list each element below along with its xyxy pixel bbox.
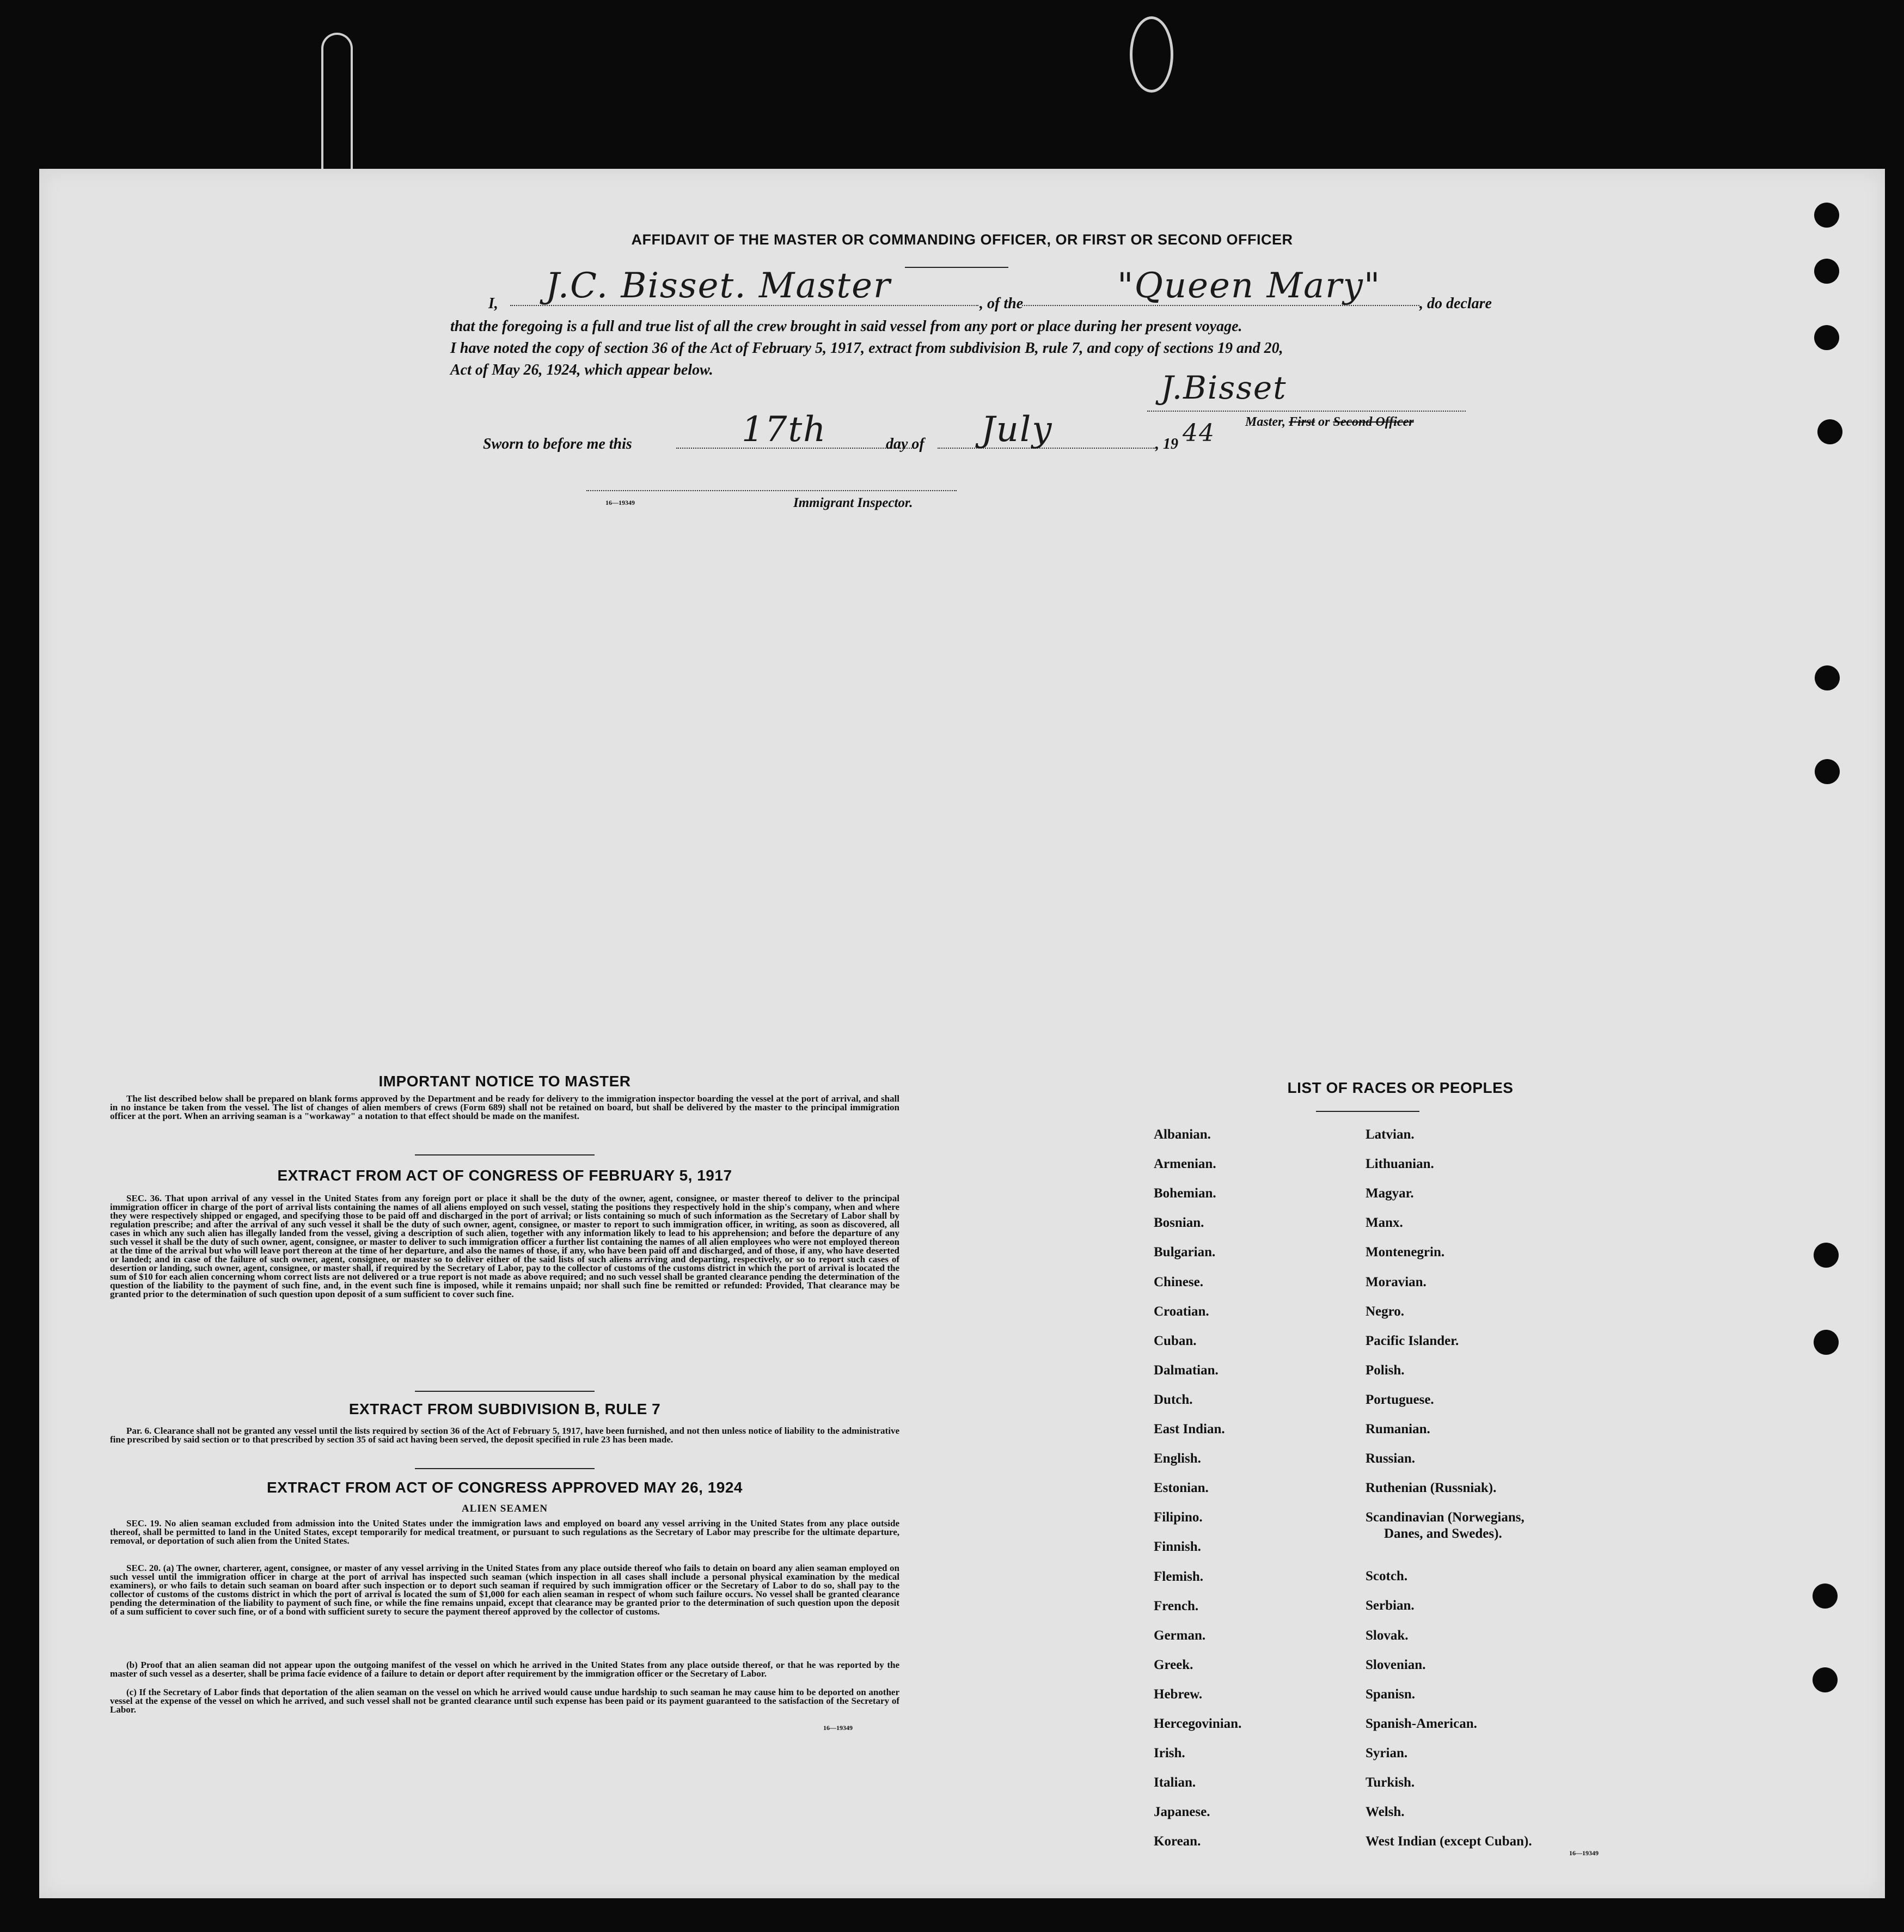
extract-1917-title: EXTRACT FROM ACT OF CONGRESS OF FEBRUARY 5, 1917 xyxy=(277,1167,732,1184)
inspector-signature-line xyxy=(586,490,957,491)
sec20c-text: (c) If the Secretary of Labor finds that deportation of the alien seaman on the vessel on which he arrived would cause undue hardship to such seaman he may cause him to be deported on another vessel at the expense of the vessel on which he arrived, and such vessel shall not be granted clearance until such expense has been paid or its payment guaranteed to the satisfaction of the Secretary of Labor. xyxy=(110,1688,899,1714)
punch-hole xyxy=(1815,665,1840,690)
race-item: Bosnian. xyxy=(1154,1215,1204,1231)
handwritten-day: 17th xyxy=(742,409,827,450)
race-item: Bulgarian. xyxy=(1154,1245,1216,1260)
extract-rule7-rule xyxy=(415,1468,595,1469)
race-item: German. xyxy=(1154,1628,1206,1643)
punch-hole xyxy=(1813,1583,1838,1609)
races-rule xyxy=(1316,1111,1419,1112)
race-item: Spanisn. xyxy=(1366,1686,1416,1702)
year-prefix: , 19 xyxy=(1155,436,1178,453)
race-item: Croatian. xyxy=(1154,1304,1209,1319)
extract-form-number: 16—19349 xyxy=(823,1724,853,1732)
alien-seamen-subtitle: ALIEN SEAMEN xyxy=(461,1503,548,1514)
or-label: or xyxy=(1318,415,1330,429)
affidavit-line-2: that the foregoing is a full and true list of all the crew brought in said vessel from any port or place during her present voyage. xyxy=(450,318,1242,335)
master-signature: J.Bisset xyxy=(1161,369,1287,406)
race-item: Danes, and Swedes). xyxy=(1384,1526,1502,1542)
handwritten-vessel: "Queen Mary" xyxy=(1117,266,1381,306)
race-item: Welsh. xyxy=(1366,1805,1405,1820)
race-item: West Indian (except Cuban). xyxy=(1366,1834,1532,1849)
punch-hole xyxy=(1814,203,1839,228)
sec20a-text: SEC. 20. (a) The owner, charterer, agent, consignee, or master of any vessel arriving in the United States from any place outside thereof who fails to detain on board any alien seaman employed on such vessel until the immigration officer in charge at the port of arrival has inspected such seaman (which inspection in all cases shall include a personal physical examination by the medical examiners), or who fails to detain such seaman on board after such inspection or to deport such seaman if required by such immigration officer or the Secretary of Labor to do so, shall pay to the collector of customs of the customs district in which the port of arrival is located the sum of $1,000 for each alien seaman in respect of whom such failure occurs. No vessel shall be granted clearance pending the determination of the liability to payment of such fine, or while the fine remains unpaid, except that clearance may be granted prior to the determination of such question upon the deposit of a sum sufficient to cover such fine, or of a bond with sufficient surety to secure the payment thereof approved by the collector of customs. xyxy=(110,1564,899,1617)
race-item: Manx. xyxy=(1366,1215,1403,1231)
race-item: East Indian. xyxy=(1154,1422,1225,1436)
race-item: Ruthenian (Russniak). xyxy=(1366,1481,1497,1496)
race-item: Spanish-American. xyxy=(1366,1716,1477,1731)
punch-hole xyxy=(1814,259,1839,284)
race-item: Negro. xyxy=(1366,1304,1405,1319)
race-item: Slovenian. xyxy=(1366,1657,1426,1672)
do-declare-label: , do declare xyxy=(1419,295,1492,312)
affidavit-i-label: I, xyxy=(488,295,498,312)
title-rule xyxy=(905,267,1008,268)
master-label: Master, xyxy=(1245,415,1286,429)
race-item: Chinese. xyxy=(1154,1274,1203,1289)
notice-text: The list described below shall be prepared on blank forms approved by the Department and be ready for delivery to the immigration inspector boarding the vessel at the port of arrival, and shall in no instance be taken from the vessel. The list of changes of alien members of crews (Form 689) shall not be retained on board, but shall be delivered by the master to the principal immigration officer at the port. When an arriving seaman is a "workaway" a notation to that effect should be made on the manifest. xyxy=(110,1095,899,1121)
affidavit-line-3: I have noted the copy of section 36 of the Act of February 5, 1917, extract from subdivision B, rule 7, and copy of sections 19 and 20, xyxy=(450,340,1283,357)
handwritten-month: July xyxy=(981,409,1053,450)
extract-rule7-text: Par. 6. Clearance shall not be granted any vessel until the lists required by section 36 of the Act of February 5, 1917, have been furnished, and not then unless notice of liability to the administrative fine prescribed by said section or to that prescribed by section 35 of said act having been served, the deposit specified in rule 23 has been made. xyxy=(110,1427,899,1445)
race-item: Magyar. xyxy=(1366,1186,1414,1201)
second-officer-label-struck: Second Officer xyxy=(1333,415,1414,429)
race-item: Lithuanian. xyxy=(1366,1157,1434,1172)
races-title: LIST OF RACES OR PEOPLES xyxy=(1287,1079,1514,1096)
punch-hole xyxy=(1814,325,1839,350)
race-item: Syrian. xyxy=(1366,1745,1408,1760)
first-label-struck: First xyxy=(1289,415,1315,429)
affidavit-line-4: Act of May 26, 1924, which appear below. xyxy=(450,362,713,378)
notice-rule xyxy=(415,1154,595,1155)
race-item: Cuban. xyxy=(1154,1333,1197,1348)
race-item: Hebrew. xyxy=(1154,1686,1203,1702)
punch-hole xyxy=(1815,759,1840,784)
race-item: Scandinavian (Norwegians, xyxy=(1366,1510,1525,1525)
race-item: Armenian. xyxy=(1154,1157,1216,1172)
document-page xyxy=(39,169,1885,1898)
officer-title xyxy=(1245,415,1414,430)
film-oval-mark xyxy=(1130,16,1173,93)
inspector-label: Immigrant Inspector. xyxy=(793,496,913,510)
extract-1917-rule xyxy=(415,1391,595,1392)
punch-hole xyxy=(1814,1330,1839,1355)
race-item: Dutch. xyxy=(1154,1392,1193,1407)
race-item: Korean. xyxy=(1154,1834,1201,1849)
races-form-number: 16—19349 xyxy=(1569,1849,1599,1857)
race-item: French. xyxy=(1154,1598,1199,1613)
race-item: Albanian. xyxy=(1154,1127,1211,1142)
race-item: Slovak. xyxy=(1366,1628,1409,1643)
signature-line xyxy=(1147,411,1466,412)
race-item: Greek. xyxy=(1154,1657,1193,1672)
sworn-label: Sworn to before me this xyxy=(483,436,632,453)
race-item: Polish. xyxy=(1366,1362,1405,1378)
race-item: Russian. xyxy=(1366,1451,1416,1466)
affidavit-title: AFFIDAVIT OF THE MASTER OR COMMANDING OFFICER, OR FIRST OR SECOND OFFICER xyxy=(631,231,1293,248)
affidavit-form-number: 16—19349 xyxy=(605,499,635,506)
notice-title: IMPORTANT NOTICE TO MASTER xyxy=(378,1073,631,1090)
race-item: Filipino. xyxy=(1154,1510,1203,1525)
race-item: Rumanian. xyxy=(1366,1422,1430,1436)
punch-hole xyxy=(1813,1667,1838,1692)
race-item: Italian. xyxy=(1154,1775,1196,1790)
race-item: English. xyxy=(1154,1451,1201,1466)
race-item: Montenegrin. xyxy=(1366,1245,1445,1260)
race-item: Dalmatian. xyxy=(1154,1362,1219,1378)
race-item: Estonian. xyxy=(1154,1481,1209,1496)
race-item: Bohemian. xyxy=(1154,1186,1216,1201)
race-item: Irish. xyxy=(1154,1746,1185,1761)
race-item: Scotch. xyxy=(1366,1569,1408,1584)
race-item: Finnish. xyxy=(1154,1539,1201,1555)
extract-1917-text: SEC. 36. That upon arrival of any vessel in the United States from any foreign port or place it shall be the duty of the owner, agent, consignee, or master thereof to deliver to the principal immigration officer in charge of the port of arrival lists containing the names of all aliens employed on such vessel, stating the positions they respectively hold in the ship's company, when and where they were respectively shipped or engaged, and specifying those to be paid off and discharged in the port of arrival; or lists containing so much of such information as the Secretary of Labor shall by regulation prescribe; and after the arrival of any such vessel it shall be the duty of such owner, agent, consignee, or master to report to such immigration officer, in writing, as soon as discovered, all cases in which any such alien has illegally landed from the vessel, giving a description of such alien, together with any information likely to lead to his apprehension; and before the departure of any such vessel it shall be the duty of such owner, agent, consignee, or master to deliver to such immigration officer a further list containing the names of all alien employees who were not employed thereon at the time of the arrival but who will leave port thereon at the time of her departure, and also the names of those, if any, who have been paid off and discharged, and of those, if any, who have deserted or landed; and in case of the failure of such owner, agent, consignee, or master so to deliver either of the said lists of such aliens arriving and departing, respectively, or so to report such cases of desertion or landing, such owner, agent, consignee, or master shall, if required by the Secretary of Labor, pay to the collector of customs of the customs district in which the port of arrival is located the sum of $10 for each alien concerning whom correct lists are not delivered or a true report is not made as above required; and no such vessel shall be granted clearance pending the determination of the question of the liability to the payment of such fine, and, in the event such fine is imposed, while it remains unpaid; nor shall such fine be remitted or refunded: Provided, That clearance may be granted prior to the determination of such question upon deposit of a sum sufficient to cover such fine. xyxy=(110,1194,899,1299)
race-item: Hercegovinian. xyxy=(1154,1716,1242,1731)
day-of-label: day of xyxy=(886,436,925,453)
race-item: Moravian. xyxy=(1366,1274,1427,1289)
punch-hole xyxy=(1814,1243,1839,1268)
handwritten-name: J.C. Bisset. Master xyxy=(546,266,891,306)
extract-rule7-title: EXTRACT FROM SUBDIVISION B, RULE 7 xyxy=(348,1401,661,1417)
extract-1924-title: EXTRACT FROM ACT OF CONGRESS APPROVED MAY 26, 1924 xyxy=(267,1479,743,1496)
race-item: Japanese. xyxy=(1154,1805,1210,1820)
race-item: Turkish. xyxy=(1366,1775,1415,1790)
handwritten-year: 44 xyxy=(1183,419,1215,447)
sec20b-text: (b) Proof that an alien seaman did not appear upon the outgoing manifest of the vessel on which he arrived in the United States from any place outside thereof, or that he was reported by the master of such vessel as a deserter, shall be prima facie evidence of a failure to detain or deport after requirement by the immigration officer or the Secretary of Labor. xyxy=(110,1661,899,1679)
film-tab-mark xyxy=(321,33,353,173)
race-item: Pacific Islander. xyxy=(1366,1333,1459,1348)
sec19-text: SEC. 19. No alien seaman excluded from admission into the United States under the immigration laws and employed on board any vessel arriving in the United States from any place outside thereof, shall be permitted to land in the United States, except temporarily for medical treatment, or pursuant to such regulations as the Secretary of Labor may prescribe for the ultimate departure, removal, or deportation of such alien from the United States. xyxy=(110,1519,899,1546)
punch-hole xyxy=(1817,419,1842,444)
race-item: Flemish. xyxy=(1154,1569,1203,1584)
race-item: Latvian. xyxy=(1366,1127,1415,1142)
race-item: Serbian. xyxy=(1366,1598,1415,1613)
of-the-label: , of the xyxy=(979,295,1024,312)
race-item: Portuguese. xyxy=(1366,1392,1434,1407)
